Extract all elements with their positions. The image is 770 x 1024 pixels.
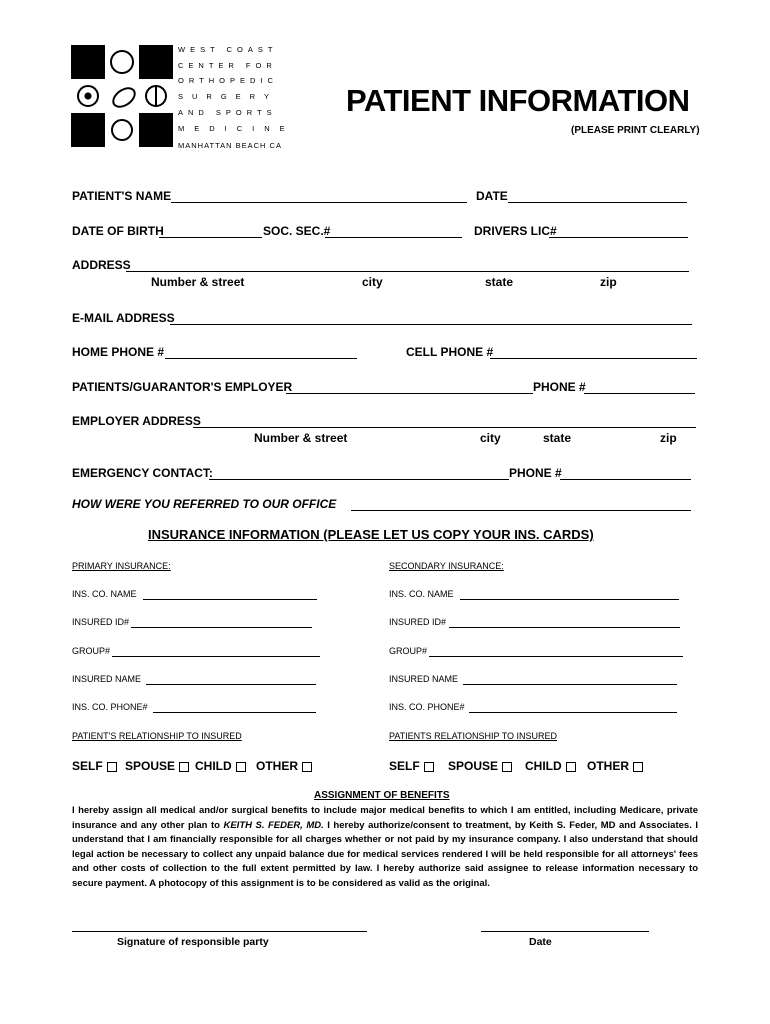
secondary-self-option[interactable]: SELF (389, 759, 434, 773)
signature-field[interactable] (72, 931, 367, 932)
home-phone-label: HOME PHONE # (72, 345, 165, 359)
checkbox-icon[interactable] (566, 762, 576, 772)
drivers-license-label: DRIVERS LIC# (474, 224, 557, 238)
secondary-co-phone-label: INS. CO. PHONE# (389, 702, 465, 712)
address-zip-caption: zip (600, 275, 617, 289)
secondary-insured-id-field[interactable] (449, 627, 680, 628)
secondary-co-phone-field[interactable] (469, 712, 677, 713)
logo-line-2: CENTER FOR (178, 61, 277, 70)
assignment-paragraph: I hereby assign all medical and/or surgical benefits to include major medical benefits to which I am entitled, including Medicare, private insurance and any other plan to KEITH S. FEDER, MD. I hereby authorize/consent to treatment, by Keith S. Feder, MD and Associates. I understand that I am financially responsible for all charges whether or not paid by my insurance company. I also understand that should legal action be necessary to collect any unpaid balance due for medical services rendered I will be held responsible for all attorneys' fees and other costs of collection to the full extent permitted by law. I hereby authorize said assignee to release information necessary to secure payment. A photocopy of this assignment is to be considered as valid as the original. (72, 805, 698, 889)
patient-name-label: PATIENT'S NAME (72, 189, 172, 203)
employer-phone-field[interactable] (584, 393, 695, 394)
secondary-relationship-label: PATIENTS RELATIONSHIP TO INSURED (389, 731, 558, 741)
secondary-other-option[interactable]: OTHER (587, 759, 643, 773)
checkbox-icon[interactable] (633, 762, 643, 772)
primary-insured-name-field[interactable] (146, 684, 316, 685)
dob-label: DATE OF BIRTH (72, 224, 164, 238)
checkbox-icon[interactable] (302, 762, 312, 772)
employer-address-field[interactable] (193, 427, 696, 428)
primary-spouse-option[interactable]: SPOUSE (125, 759, 189, 773)
page-subtitle: (PLEASE PRINT CLEARLY) (571, 125, 700, 136)
assignment-title: ASSIGNMENT OF BENEFITS (314, 790, 450, 801)
secondary-insured-name-label: INSURED NAME (389, 674, 459, 684)
primary-child-option[interactable]: CHILD (195, 759, 246, 773)
primary-relationship-label: PATIENT'S RELATIONSHIP TO INSURED (72, 731, 242, 741)
checkbox-icon[interactable] (502, 762, 512, 772)
address-label: ADDRESS (72, 258, 131, 272)
address-state-caption: state (485, 275, 514, 289)
employer-label: PATIENTS/GUARANTOR'S EMPLOYER (72, 380, 293, 394)
drivers-license-field[interactable] (549, 237, 688, 238)
ssn-label: SOC. SEC.# (263, 224, 331, 238)
primary-co-phone-field[interactable] (153, 712, 316, 713)
address-field[interactable] (126, 271, 689, 272)
date-label: DATE (476, 189, 508, 203)
primary-other-option[interactable]: OTHER (256, 759, 312, 773)
employer-address-label: EMPLOYER ADDRESS (72, 414, 201, 428)
logo-line-6: MEDICINE (178, 124, 295, 133)
logo-city: MANHATTAN BEACH CA (178, 141, 282, 150)
logo-line-5: AND SPORTS (178, 108, 277, 117)
primary-group-label: GROUP# (72, 646, 111, 656)
page-title: PATIENT INFORMATION (346, 83, 690, 118)
primary-group-field[interactable] (112, 656, 320, 657)
soccer-ball-icon (71, 79, 105, 113)
checkbox-icon[interactable] (107, 762, 117, 772)
dob-field[interactable] (159, 237, 262, 238)
emergency-contact-label: EMERGENCY CONTACT: (72, 466, 213, 480)
logo-line-1: WEST COAST (178, 45, 278, 54)
emergency-phone-field[interactable] (560, 479, 691, 480)
secondary-group-field[interactable] (429, 656, 683, 657)
secondary-co-name-field[interactable] (460, 599, 679, 600)
primary-insured-name-label: INSURED NAME (72, 674, 142, 684)
employer-zip-caption: zip (660, 431, 677, 445)
football-icon (105, 79, 139, 113)
primary-insured-id-field[interactable] (131, 627, 312, 628)
secondary-insured-id-label: INSURED ID# (389, 617, 447, 627)
basketball-icon (139, 79, 173, 113)
primary-self-option[interactable]: SELF (72, 759, 117, 773)
email-label: E-MAIL ADDRESS (72, 311, 175, 325)
referred-label: HOW WERE YOU REFERRED TO OUR OFFICE (72, 497, 337, 511)
primary-co-phone-label: INS. CO. PHONE# (72, 702, 148, 712)
employer-city-caption: city (480, 431, 501, 445)
clinic-logo (71, 45, 174, 148)
checkbox-icon[interactable] (179, 762, 189, 772)
employer-street-caption: Number & street (254, 431, 348, 445)
cell-phone-label: CELL PHONE # (406, 345, 494, 359)
referred-field[interactable] (351, 510, 691, 511)
secondary-spouse-option[interactable]: SPOUSE (448, 759, 512, 773)
secondary-co-name-label: INS. CO. NAME (389, 589, 454, 599)
signature-date-field[interactable] (481, 931, 649, 932)
primary-insured-id-label: INSURED ID# (72, 617, 130, 627)
logo-line-4: SURGERY (178, 92, 278, 101)
signature-label: Signature of responsible party (117, 936, 269, 948)
emergency-contact-field[interactable] (209, 479, 509, 480)
cell-phone-field[interactable] (490, 358, 697, 359)
patient-name-field[interactable] (171, 202, 467, 203)
ssn-field[interactable] (325, 237, 462, 238)
employer-phone-label: PHONE # (533, 380, 586, 394)
insurance-title: INSURANCE INFORMATION (PLEASE LET US COPY YOUR INS. CARDS) (148, 527, 594, 542)
address-city-caption: city (362, 275, 383, 289)
home-phone-field[interactable] (165, 358, 357, 359)
checkbox-icon[interactable] (424, 762, 434, 772)
logo-line-3: ORTHOPEDIC (178, 76, 278, 85)
secondary-group-label: GROUP# (389, 646, 428, 656)
address-street-caption: Number & street (151, 275, 245, 289)
date-field[interactable] (508, 202, 687, 203)
checkbox-icon[interactable] (236, 762, 246, 772)
volleyball-icon (105, 113, 139, 147)
primary-insurance-heading: PRIMARY INSURANCE: (72, 561, 171, 571)
secondary-insured-name-field[interactable] (463, 684, 677, 685)
primary-co-name-label: INS. CO. NAME (72, 589, 137, 599)
email-field[interactable] (170, 324, 692, 325)
emergency-phone-label: PHONE # (509, 466, 562, 480)
employer-field[interactable] (286, 393, 533, 394)
employer-state-caption: state (543, 431, 572, 445)
secondary-insurance-heading: SECONDARY INSURANCE: (389, 561, 504, 571)
baseball-icon (105, 45, 139, 79)
primary-co-name-field[interactable] (143, 599, 317, 600)
signature-date-label: Date (529, 936, 552, 948)
secondary-child-option[interactable]: CHILD (525, 759, 576, 773)
